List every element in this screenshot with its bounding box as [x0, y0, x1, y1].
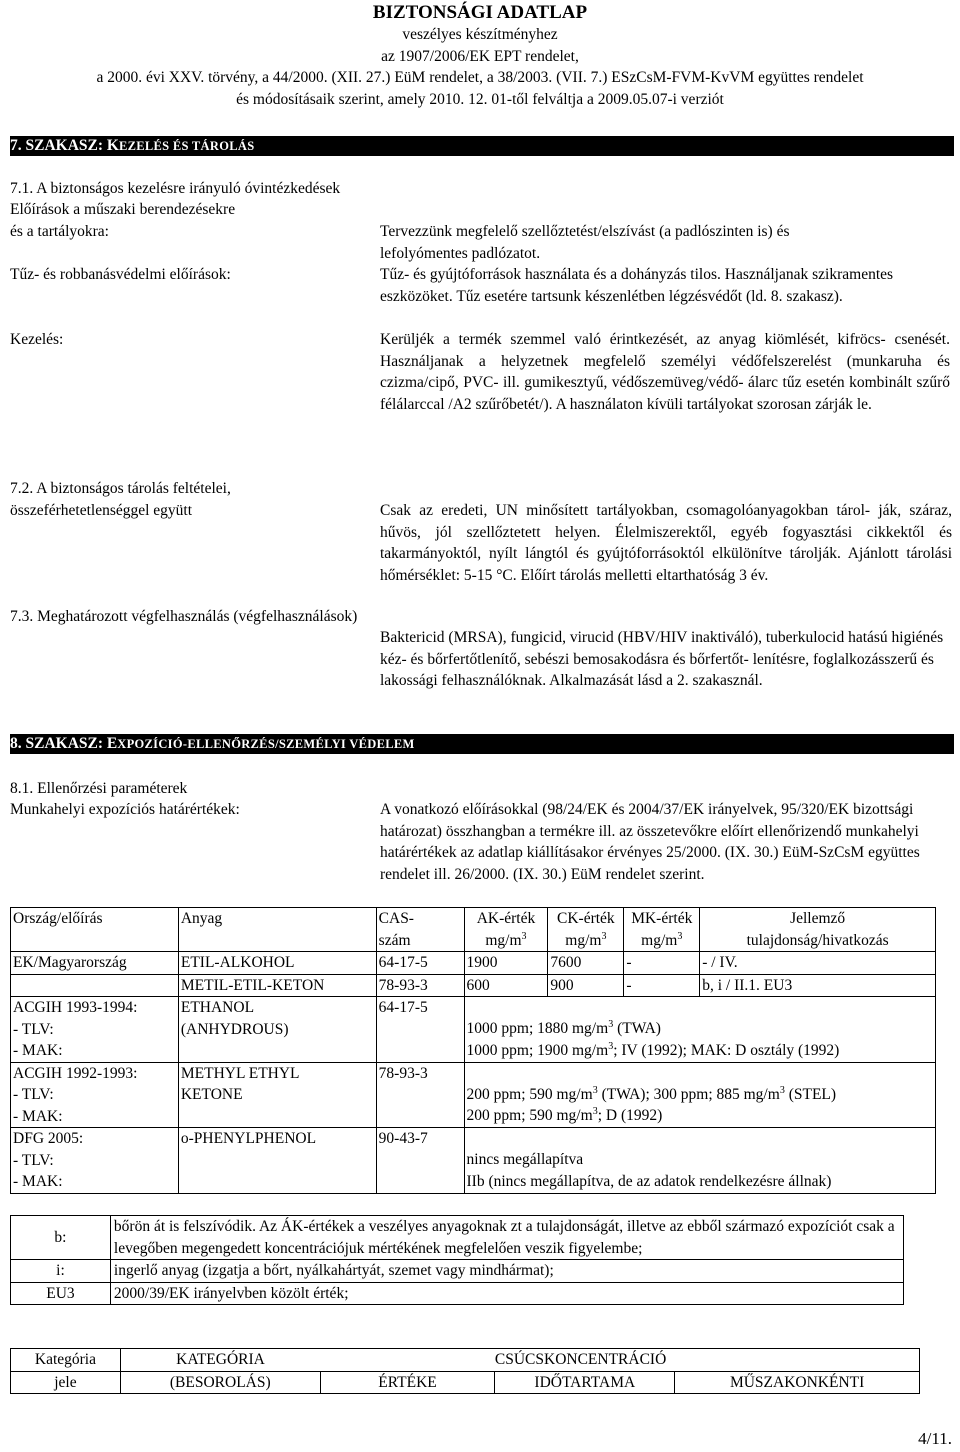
table-header-row: [11, 1349, 920, 1372]
header-ak-label: AK-érték: [476, 910, 536, 927]
country-line: - MAK:: [13, 1042, 63, 1059]
cell-category-label: Kategória: [11, 1349, 121, 1372]
cell-ck: 900: [548, 974, 624, 997]
header-mk-label: MK-érték: [631, 910, 693, 927]
abbreviations-table: [10, 1215, 904, 1305]
cell-property: b, i / II.1. EU3: [700, 974, 936, 997]
header-ck-unit: mg/m: [565, 931, 602, 949]
tlv-value-c: (STEL): [784, 1085, 837, 1103]
tlv-value-a: 200 ppm; 590 mg/m: [466, 1085, 593, 1103]
substance-line: ETHANOL: [180, 999, 255, 1016]
cell-mk: -: [624, 952, 700, 975]
abbreviation-key: i:: [11, 1260, 111, 1283]
exposure-limits-text: A vonatkozó előírásokkal (98/24/EK és 2004/37/EK irányelvek, 95/320/EK bizottsági határozat) összhangban a termékre ill. az összetevőkre előírt ellenőrizendő munkahelyi határértékek az adatlap kiállításakor érvényes 25/2000. (IX. 30.) EüM-SzCsM együttes rendelet ill. 26/2000. (IX. 30.) EüM rendelet szerint.: [380, 801, 920, 883]
tlv-value: [467, 1018, 933, 1040]
country-line: ACGIH 1992-1993:: [13, 1064, 138, 1082]
substance-line: (ANHYDROUS): [180, 1020, 289, 1038]
subsection-7-3-title: 7.3. Meghatározott végfelhasználás (végfelhasználások): [10, 608, 358, 625]
cell-peak-concentration-header: CSÚCSKONCENTRÁCIÓ: [495, 1349, 920, 1372]
cell-cas: 64-17-5: [376, 952, 464, 975]
header-line-3: a 2000. évi XXV. törvény, a 44/2000. (XII. 27.) EüM rendelet, a 38/2003. (VII. 7.) ESzCsM-FVM-KvVM együttes rendelet: [96, 69, 864, 86]
cell-value: ÉRTÉKE: [320, 1371, 495, 1394]
cell-mk: -: [624, 974, 700, 997]
incompatibility-label: összeférhetetlenséggel együtt: [10, 502, 193, 519]
cell-limit-values: [464, 1062, 935, 1128]
tlv-unit-exp: 3: [592, 1084, 598, 1096]
subsection-8-1-title: 8.1. Ellenőrzési paraméterek: [10, 780, 188, 797]
table-row: [11, 997, 936, 1063]
tank-requirements-text: Tervezzünk megfelelő szellőztetést/elszívást (a padlószinten is) és lefolyómentes padlózatot.: [380, 223, 790, 262]
mak-value-b: ; IV (1992); MAK: D osztály (1992): [613, 1041, 840, 1059]
subsection-7-1-title: 7.1. A biztonságos kezelésre irányuló óvintézkedések: [10, 180, 341, 197]
header-mk: [624, 908, 700, 952]
cell-country: [11, 1128, 179, 1194]
table-row: [11, 1260, 904, 1283]
cell-substance: ETIL-ALKOHOL: [178, 952, 376, 975]
country-line: - MAK:: [13, 1173, 63, 1190]
section-7-heading-rest: EZELÉS ÉS TÁROLÁS: [118, 139, 255, 153]
country-line: - TLV:: [13, 1020, 54, 1038]
header-cas-line1: CAS-: [378, 910, 414, 927]
header-property: [700, 908, 936, 952]
cell-ck: 7600: [548, 952, 624, 975]
cell-substance: [178, 1128, 376, 1194]
table-row: [11, 1282, 904, 1305]
header-ak-unit-exp: 3: [521, 930, 527, 942]
table-row: [11, 1216, 904, 1260]
handling-label: Kezelés:: [10, 331, 64, 348]
fire-protection-label: Tűz- és robbanásvédelmi előírások:: [10, 266, 231, 283]
mak-value-b: ; D (1992): [597, 1107, 663, 1124]
cell-ak: 1900: [464, 952, 548, 975]
section-8-heading-rest: XPOZÍCIÓ-ELLENŐRZÉS/SZEMÉLYI VÉDELEM: [117, 737, 415, 751]
cell-country: [11, 1062, 179, 1128]
cell-ak: 600: [464, 974, 548, 997]
tlv-value: nincs megállapítva: [466, 1151, 584, 1168]
mak-value: [467, 1040, 933, 1062]
header-ak-unit: mg/m: [485, 931, 522, 949]
cell-empty: [320, 1349, 495, 1372]
table-row: [11, 1062, 936, 1128]
header-ck-unit-exp: 3: [601, 930, 607, 942]
tank-requirements-label: és a tartályokra:: [10, 223, 109, 240]
section-7-heading: [10, 136, 954, 156]
subsection-7-2-title: 7.2. A biztonságos tárolás feltételei,: [10, 480, 231, 497]
substance-line: KETONE: [180, 1086, 243, 1103]
substance-line: METHYL ETHYL: [180, 1064, 300, 1082]
table-row: [11, 974, 936, 997]
table-header-row: [11, 908, 936, 952]
mak-value-a: 1000 ppm; 1900 mg/m: [466, 1041, 609, 1059]
country-line: - TLV:: [13, 1086, 54, 1103]
section-7-heading-prefix: 7. SZAKASZ: K: [10, 137, 119, 154]
header-substance: Anyag: [178, 908, 376, 952]
header-cas-line2: szám: [378, 931, 411, 949]
cell-country: [11, 974, 179, 997]
abbreviation-text: 2000/39/EK irányelvben közölt érték;: [110, 1282, 903, 1305]
mak-value: IIb (nincs megállapítva, de az adatok rendelkezésre állnak): [466, 1172, 832, 1190]
header-line-2: az 1907/2006/EK EPT rendelet,: [381, 47, 579, 65]
abbreviation-text: bőrön át is felszívódik. Az ÁK-értékek a veszélyes anyagoknak zt a tulajdonságát, illetve az ebből származó expozíciót csak a levegőben megengedett koncentrációjuk mértékének megfelelően veszik figyelembe;: [110, 1216, 903, 1260]
country-line: DFG 2005:: [13, 1130, 84, 1147]
header-line-4: és módosításaik szerint, amely 2010. 12. 01-től felváltja a 2009.05.07-i verziót: [236, 90, 724, 108]
country-line: - TLV:: [13, 1151, 54, 1169]
tlv-unit-exp: 3: [608, 1018, 614, 1030]
header-property-line1: Jellemző: [790, 910, 846, 927]
exposure-limits-label: Munkahelyi expozíciós határértékek:: [10, 801, 240, 818]
header-mk-unit: mg/m: [641, 931, 678, 949]
handling-text: Kerüljék a termék szemmel való érintkezését, az anyag kiömlését, kifröcs- csenését. Használjanak a helyzetnek megfelelő személyi védőfelszerelést (munkaruha és czizma/cipő, PVC- ill. gumikesztyű, védőszemüveg/védő- álarc tűz esetén kombinált szűrő félálarccal /A2 szűrőbetét/). A használaton kívüli tartályokat szorosan zárják le.: [380, 331, 950, 413]
tlv-unit-exp-2: 3: [779, 1084, 785, 1096]
header-country: Ország/előírás: [11, 908, 179, 952]
cell-sign-label: jele: [11, 1371, 121, 1394]
abbreviation-key: EU3: [11, 1282, 111, 1305]
substance-line: o-PHENYLPHENOL: [180, 1130, 317, 1147]
tlv-value-b: (TWA); 300 ppm; 885 mg/m: [597, 1085, 780, 1103]
cell-limit-values: [464, 997, 935, 1063]
abbreviation-key: b:: [11, 1216, 111, 1260]
storage-conditions-text: Csak az eredeti, UN minősített tartályokban, csomagolóanyagokban tárol- ják, száraz, hűvös, jól szellőztetett helyen. Élelmiszerektől, egyéb fogyasztási cikkektől és takarmányoktól, nyílt lángtól és gyújtóforrásoktól elkülönítve tárolják. Ajánlott tárolási hőmérséklet: 5-15 °C. Előírt tárolás melletti eltarthatóság 3 év.: [380, 502, 952, 584]
fire-protection-text: Tűz- és gyújtóforrások használata és a dohányzás tilos. Használjanak szikramentes eszközöket. Tűz esetére tartsunk készenlétben légzésvédőt (ld. 8. szakasz).: [380, 266, 894, 305]
section-8-heading-prefix: 8. SZAKASZ: E: [10, 735, 118, 752]
header-ak: [464, 908, 548, 952]
mak-unit-exp: 3: [592, 1105, 598, 1117]
exposure-limits-table: [10, 907, 936, 1194]
cell-property: - / IV.: [700, 952, 936, 975]
cell-classification: (BESOROLÁS): [120, 1371, 320, 1394]
cell-country: EK/Magyarország: [11, 952, 179, 975]
cell-substance: [178, 1062, 376, 1128]
cell-cas: 64-17-5: [376, 997, 464, 1063]
cell-cas: 78-93-3: [376, 1062, 464, 1128]
header-ck-label: CK-érték: [557, 910, 615, 927]
page-number: 4/11.: [918, 1429, 952, 1448]
header-mk-unit-exp: 3: [677, 930, 683, 942]
end-use-text: Baktericid (MRSA), fungicid, virucid (HBV/HIV inaktiváló), tuberkulocid hatású higiénés kéz- és bőrfertőtlenítő, sebészi bemosakodásra és bőrfertőt- lenítésre, foglalkozásszerű és lakossági felhasználóknak. Alkalmazását lásd a 2. szakasznál.: [380, 629, 944, 689]
cell-substance: METIL-ETIL-KETON: [178, 974, 376, 997]
tlv-value: [467, 1084, 933, 1106]
mak-value-a: 200 ppm; 590 mg/m: [466, 1107, 593, 1124]
abbreviation-text: ingerlő anyag (izgatja a bőrt, nyálkahártyát, szemet vagy mindhármat);: [110, 1260, 903, 1283]
technical-requirements-label: Előírások a műszaki berendezésekre: [10, 201, 236, 218]
table-row: [11, 1371, 920, 1394]
header-cas: [376, 908, 464, 952]
document-title: BIZTONSÁGI ADATLAP: [372, 2, 588, 23]
table-row: [11, 1128, 936, 1194]
cell-limit-values: [464, 1128, 935, 1194]
table-row: [11, 952, 936, 975]
header-property-line2: tulajdonság/hivatkozás: [746, 931, 889, 949]
cell-country: [11, 997, 179, 1063]
cell-per-shift: MŰSZAKONKÉNTI: [675, 1371, 920, 1394]
mak-value: [467, 1105, 933, 1127]
cell-cas: 90-43-7: [376, 1128, 464, 1194]
header-ck: [548, 908, 624, 952]
cell-duration: IDŐTARTAMA: [495, 1371, 675, 1394]
tlv-value-b: (TWA): [613, 1020, 661, 1037]
cell-category-header: KATEGÓRIA: [120, 1349, 320, 1372]
header-line-1: veszélyes készítményhez: [402, 26, 558, 43]
country-line: ACGIH 1993-1994:: [13, 999, 138, 1016]
document-header: [0, 2, 960, 110]
tlv-value-a: 1000 ppm; 1880 mg/m: [466, 1020, 609, 1037]
section-8-heading: [10, 734, 954, 754]
cell-substance: [178, 997, 376, 1063]
cell-cas: 78-93-3: [376, 974, 464, 997]
country-line: - MAK:: [13, 1107, 63, 1125]
category-table: [10, 1348, 920, 1394]
mak-unit-exp: 3: [608, 1040, 614, 1052]
